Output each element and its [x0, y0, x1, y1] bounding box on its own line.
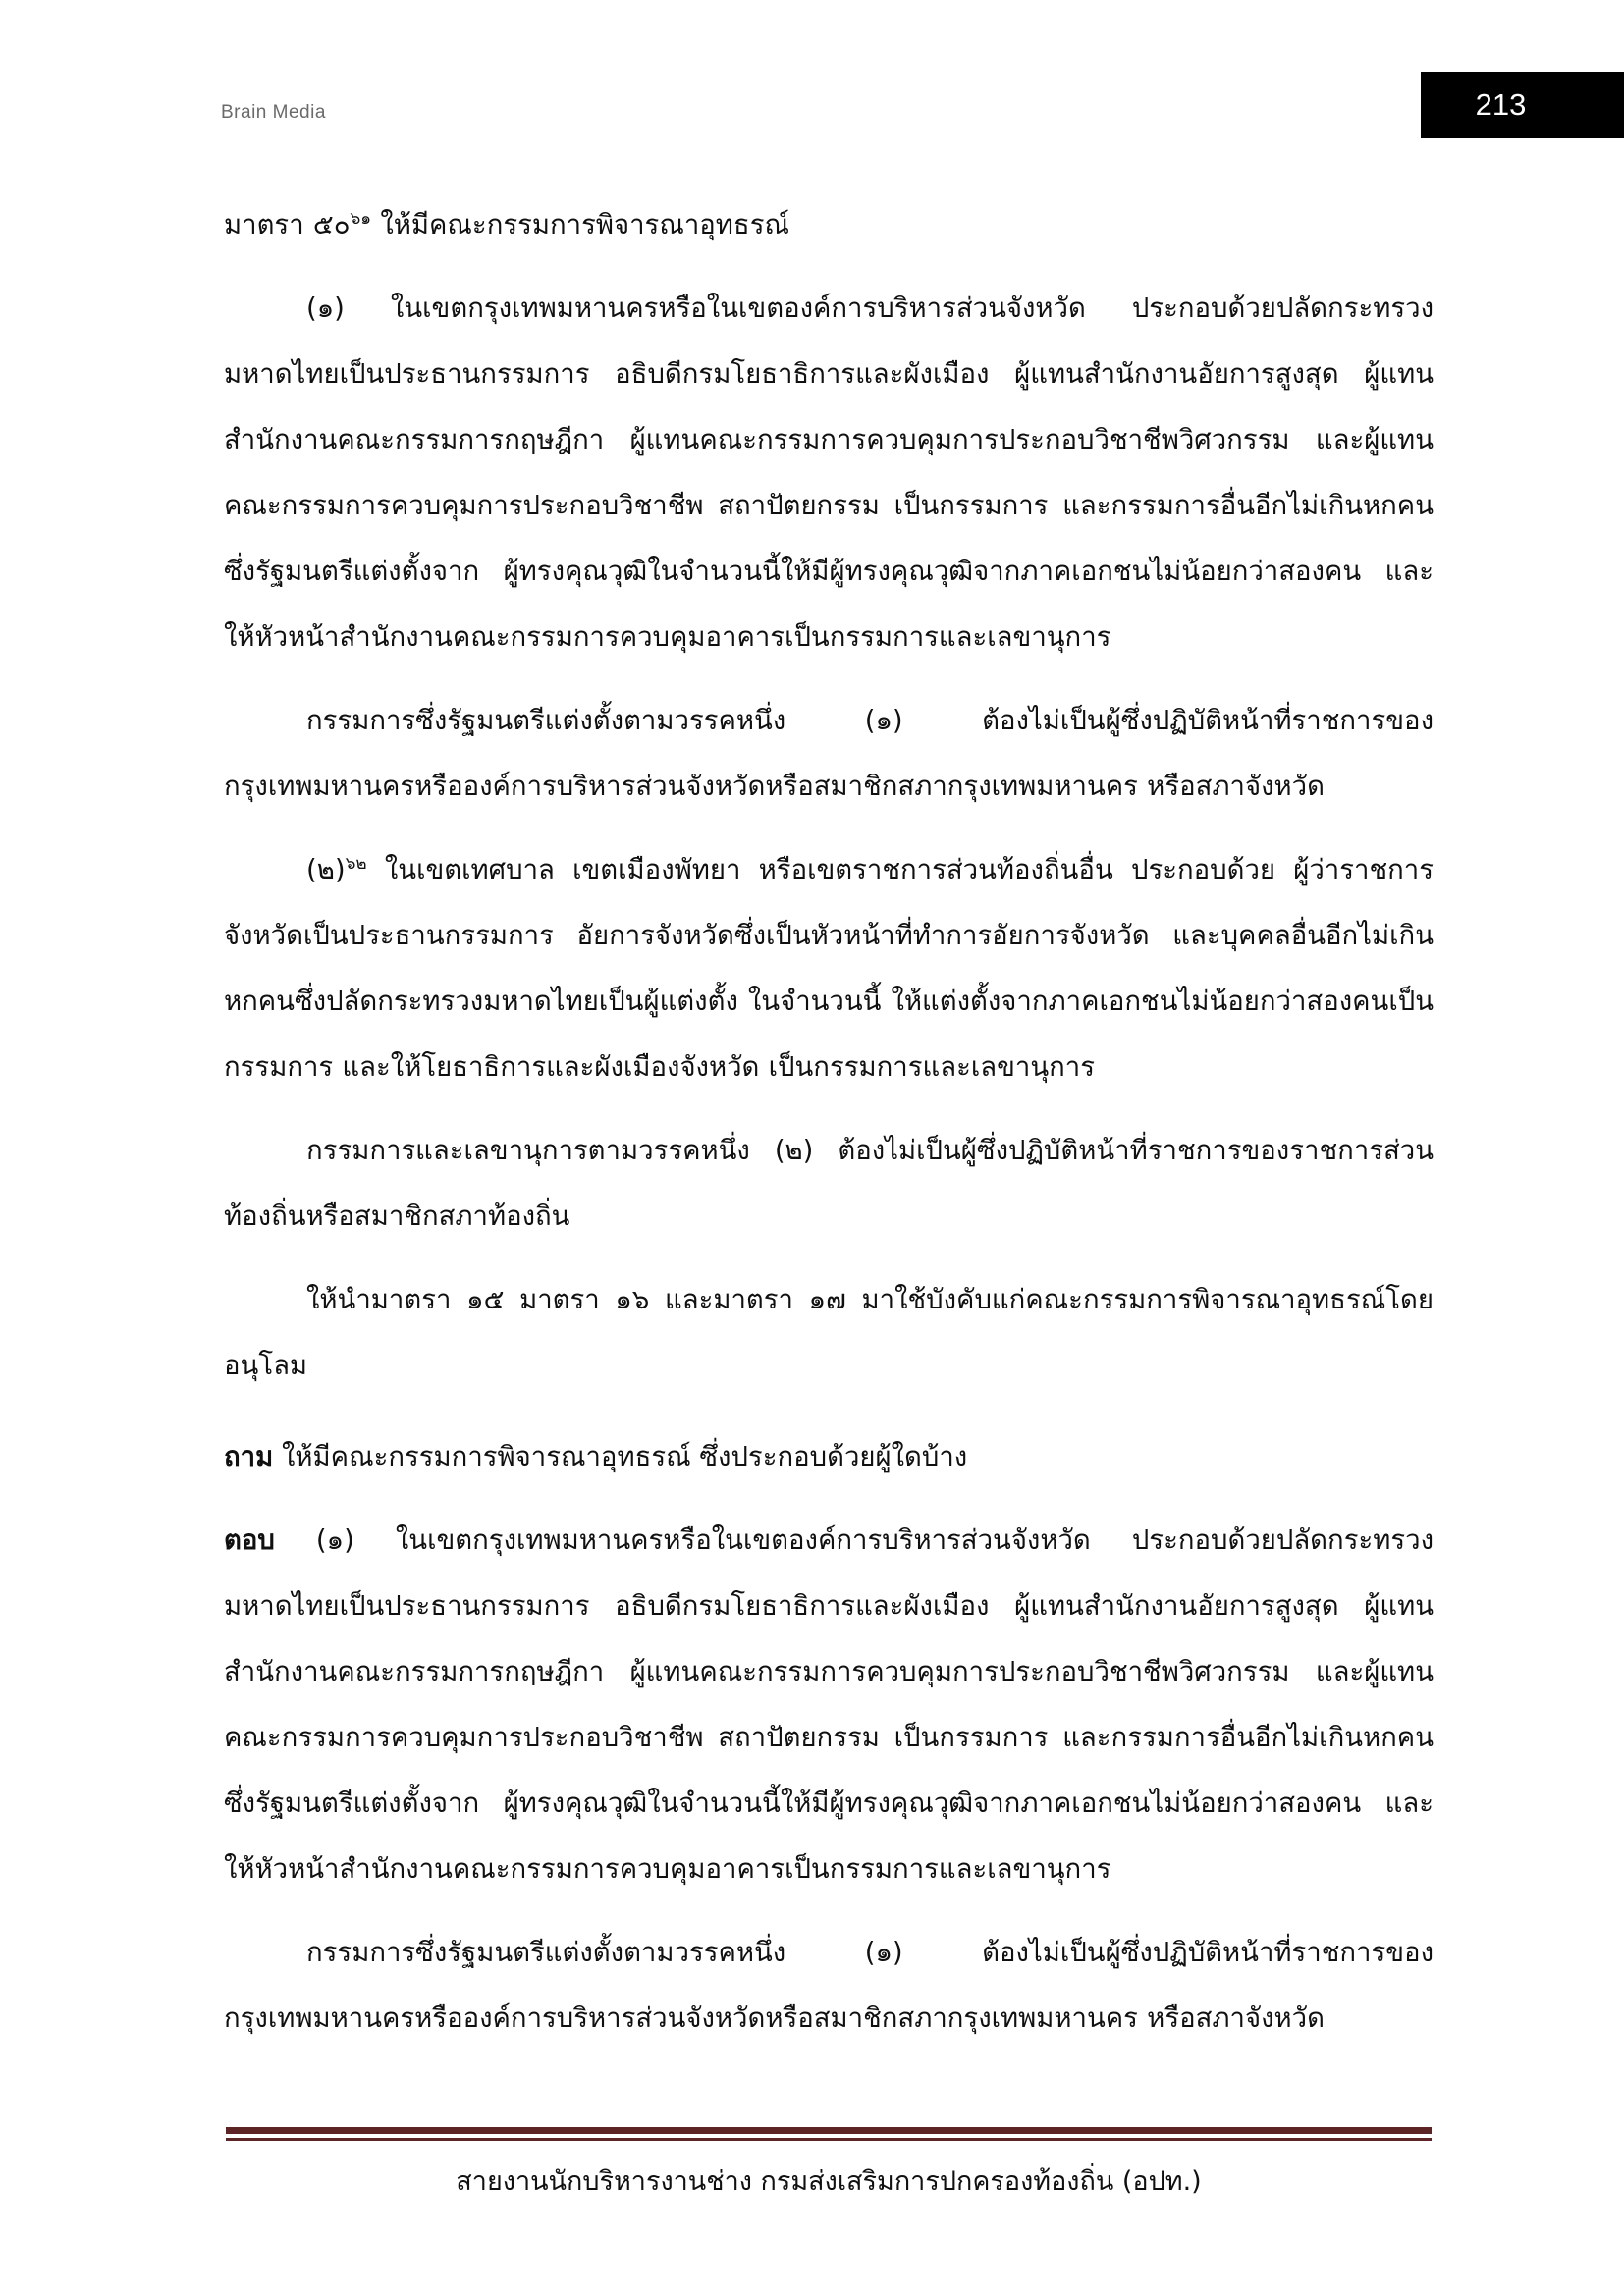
- footer-rule-thick: [226, 2127, 1432, 2134]
- clause-2-text: ในเขตเทศบาล เขตเมืองพัทยา หรือเขตราชการส่วนท้องถิ่นอื่น ประกอบด้วย ผู้ว่าราชการจังหวัดเป็นประธานกรรมการ อัยการจังหวัดซึ่งเป็นหัวหน้าที่ทำการอัยการจังหวัด และบุคคลอื่นอีกไม่เกินหกคนซึ่งปลัดกระทรวงมหาดไทยเป็นผู้แต่งตั้ง ในจำนวนนี้ ให้แต่งตั้งจากภาคเอกชนไม่น้อยกว่าสองคนเป็นกรรมการ และให้โยธาธิการและผังเมืองจังหวัด เป็นกรรมการและเลขานุการ: [224, 854, 1434, 1083]
- clause-2-number: (๒): [306, 854, 346, 885]
- footnote-marker-61: ๖๑: [350, 208, 372, 229]
- answer-text: (๑) ในเขตกรุงเทพมหานครหรือในเขตองค์การบริหารส่วนจังหวัด ประกอบด้วยปลัดกระทรวงมหาดไทยเป็นประธานกรรมการ อธิบดีกรมโยธาธิการและผังเมือง ผู้แทนสำนักงานอัยการสูงสุด ผู้แทนสำนักงานคณะกรรมการกฤษฎีกา ผู้แทนคณะกรรมการควบคุมการประกอบวิชาชีพวิศวกรรม และผู้แทนคณะกรรมการควบคุมการประกอบวิชาชีพ สถาปัตยกรรม เป็นกรรมการ และกรรมการอื่นอีกไม่เกินหกคน ซึ่งรัฐมนตรีแต่งตั้งจาก ผู้ทรงคุณวุฒิในจำนวนนี้ให้มีผู้ทรงคุณวุฒิจากภาคเอกชนไม่น้อยกว่าสองคน และให้หัวหน้าสำนักงานคณะกรรมการควบคุมอาคารเป็นกรรมการและเลขานุการ: [224, 1524, 1434, 1885]
- question-label: ถาม: [224, 1441, 274, 1472]
- answer-block: [224, 1508, 1434, 1902]
- clause-2-paragraph: [224, 837, 1434, 1100]
- clause-2-note-paragraph: กรรมการและเลขานุการตามวรรคหนึ่ง (๒) ต้องไม่เป็นผู้ซึ่งปฏิบัติหน้าที่ราชการของราชการส่วนท้องถิ่นหรือสมาชิกสภาท้องถิ่น: [224, 1135, 1434, 1232]
- clause-1-note-paragraph: กรรมการซึ่งรัฐมนตรีแต่งตั้งตามวรรคหนึ่ง (๑) ต้องไม่เป็นผู้ซึ่งปฏิบัติหน้าที่ราชการของกรุงเทพมหานครหรือองค์การบริหารส่วนจังหวัดหรือสมาชิกสภากรุงเทพมหานคร หรือสภาจังหวัด: [224, 705, 1434, 802]
- footer-rule-thin: [226, 2138, 1432, 2141]
- clause-1-paragraph: (๑) ในเขตกรุงเทพมหานครหรือในเขตองค์การบริหารส่วนจังหวัด ประกอบด้วยปลัดกระทรวงมหาดไทยเป็นประธานกรรมการ อธิบดีกรมโยธาธิการและผังเมือง ผู้แทนสำนักงานอัยการสูงสุด ผู้แทนสำนักงานคณะกรรมการกฤษฎีกา ผู้แทนคณะกรรมการควบคุมการประกอบวิชาชีพวิศวกรรม และผู้แทนคณะกรรมการควบคุมการประกอบวิชาชีพ สถาปัตยกรรม เป็นกรรมการ และกรรมการอื่นอีกไม่เกินหกคน ซึ่งรัฐมนตรีแต่งตั้งจาก ผู้ทรงคุณวุฒิในจำนวนนี้ให้มีผู้ทรงคุณวุฒิจากภาคเอกชนไม่น้อยกว่าสองคน และให้หัวหน้าสำนักงานคณะกรรมการควบคุมอาคารเป็นกรรมการและเลขานุการ: [224, 293, 1434, 653]
- section-heading-text: ให้มีคณะกรรมการพิจารณาอุทธรณ์: [380, 209, 789, 240]
- footer-source-text: สายงานนักบริหารงานช่าง กรมส่งเสริมการปกครองท้องถิ่น (อปท.): [456, 2166, 1202, 2197]
- footnote-marker-62: ๖๒: [345, 853, 367, 874]
- question-text: ให้มีคณะกรรมการพิจารณาอุทธรณ์ ซึ่งประกอบด้วยผู้ใดบ้าง: [281, 1441, 968, 1472]
- brand-label: Brain Media: [221, 102, 326, 123]
- answer-label: ตอบ: [224, 1524, 275, 1556]
- section-heading-prefix: มาตรา ๕๐: [224, 209, 351, 240]
- page-number-badge: 213: [1421, 72, 1624, 138]
- document-body: [224, 192, 1434, 2052]
- answer-note-paragraph: กรรมการซึ่งรัฐมนตรีแต่งตั้งตามวรรคหนึ่ง (๑) ต้องไม่เป็นผู้ซึ่งปฏิบัติหน้าที่ราชการของกรุงเทพมหานครหรือองค์การบริหารส่วนจังหวัดหรือสมาชิกสภากรุงเทพมหานคร หรือสภาจังหวัด: [224, 1937, 1434, 2034]
- question-block: [224, 1424, 1434, 1490]
- section-heading: [224, 192, 1434, 258]
- page-header: [0, 0, 1624, 147]
- closing-note-paragraph: ให้นำมาตรา ๑๕ มาตรา ๑๖ และมาตรา ๑๗ มาใช้บังคับแก่คณะกรรมการพิจารณาอุทธรณ์โดยอนุโลม: [224, 1284, 1434, 1381]
